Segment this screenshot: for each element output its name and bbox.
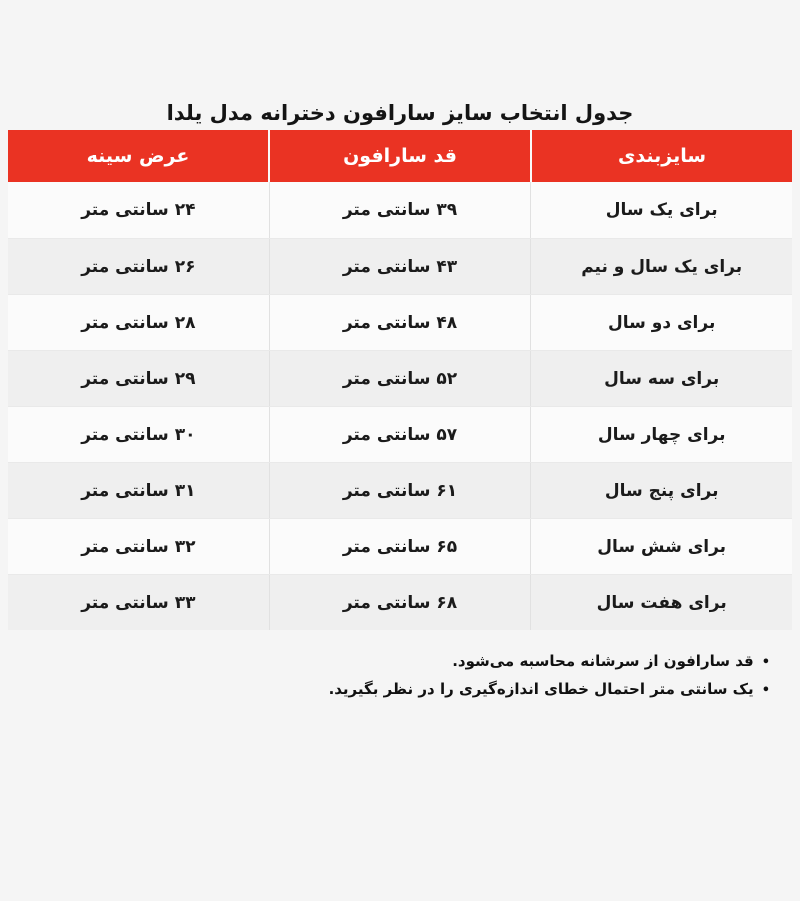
cell-chest-width: ۳۱ سانتی متر (8, 463, 270, 518)
notes-list (30, 648, 770, 704)
cell-size-label: برای دو سال (607, 312, 716, 333)
note-text: قد سارافون از سرشانه محاسبه می‌شود. (452, 652, 754, 670)
cell-dress-length: ۶۱ سانتی متر (270, 463, 532, 518)
header-cell-dress-length: قد سارافون (270, 130, 532, 182)
table-body (8, 182, 792, 630)
cell-dress-length: ۳۹ سانتی متر (270, 182, 532, 238)
cell-dress-length: ۵۲ سانتی متر (270, 351, 532, 406)
table-header-row (8, 130, 792, 182)
bullet-icon: • (761, 655, 770, 670)
bullet-icon: • (761, 683, 770, 698)
table-row (8, 238, 792, 294)
table-row (8, 462, 792, 518)
cell-size-label: برای پنج سال (604, 480, 719, 501)
cell-dress-length: ۶۵ سانتی متر (270, 519, 532, 574)
table-row (8, 518, 792, 574)
cell-size-label: برای چهار سال (597, 424, 726, 445)
note-text: یک سانتی متر احتمال خطای اندازه‌گیری را در نظر بگیرید. (328, 680, 754, 698)
cell-dress-length: ۵۷ سانتی متر (270, 407, 532, 462)
header-cell-size-category: سایزبندی (617, 145, 707, 167)
cell-size-label: برای سه سال (604, 368, 720, 389)
header-cell-chest-width: عرض سینه (8, 130, 270, 182)
size-table (8, 130, 792, 630)
cell-chest-width: ۳۰ سانتی متر (8, 407, 270, 462)
note-item (30, 676, 770, 704)
table-row (8, 406, 792, 462)
table-row (8, 294, 792, 350)
cell-size-label: برای یک سال و نیم (581, 256, 743, 277)
cell-chest-width: ۲۴ سانتی متر (8, 182, 270, 238)
cell-dress-length: ۴۸ سانتی متر (270, 295, 532, 350)
table-row (8, 574, 792, 630)
cell-size-label: برای یک سال (605, 200, 718, 220)
cell-size-label: برای هفت سال (596, 592, 727, 613)
table-row (8, 350, 792, 406)
note-item (30, 648, 770, 676)
cell-dress-length: ۴۳ سانتی متر (270, 239, 532, 294)
cell-chest-width: ۲۸ سانتی متر (8, 295, 270, 350)
cell-dress-length: ۶۸ سانتی متر (270, 575, 532, 630)
cell-chest-width: ۳۲ سانتی متر (8, 519, 270, 574)
cell-chest-width: ۲۶ سانتی متر (8, 239, 270, 294)
cell-chest-width: ۳۳ سانتی متر (8, 575, 270, 630)
cell-chest-width: ۲۹ سانتی متر (8, 351, 270, 406)
cell-size-label: برای شش سال (597, 536, 727, 557)
page-title: جدول انتخاب سایز سارافون دخترانه مدل یلدا (166, 101, 634, 125)
table-row (8, 182, 792, 238)
